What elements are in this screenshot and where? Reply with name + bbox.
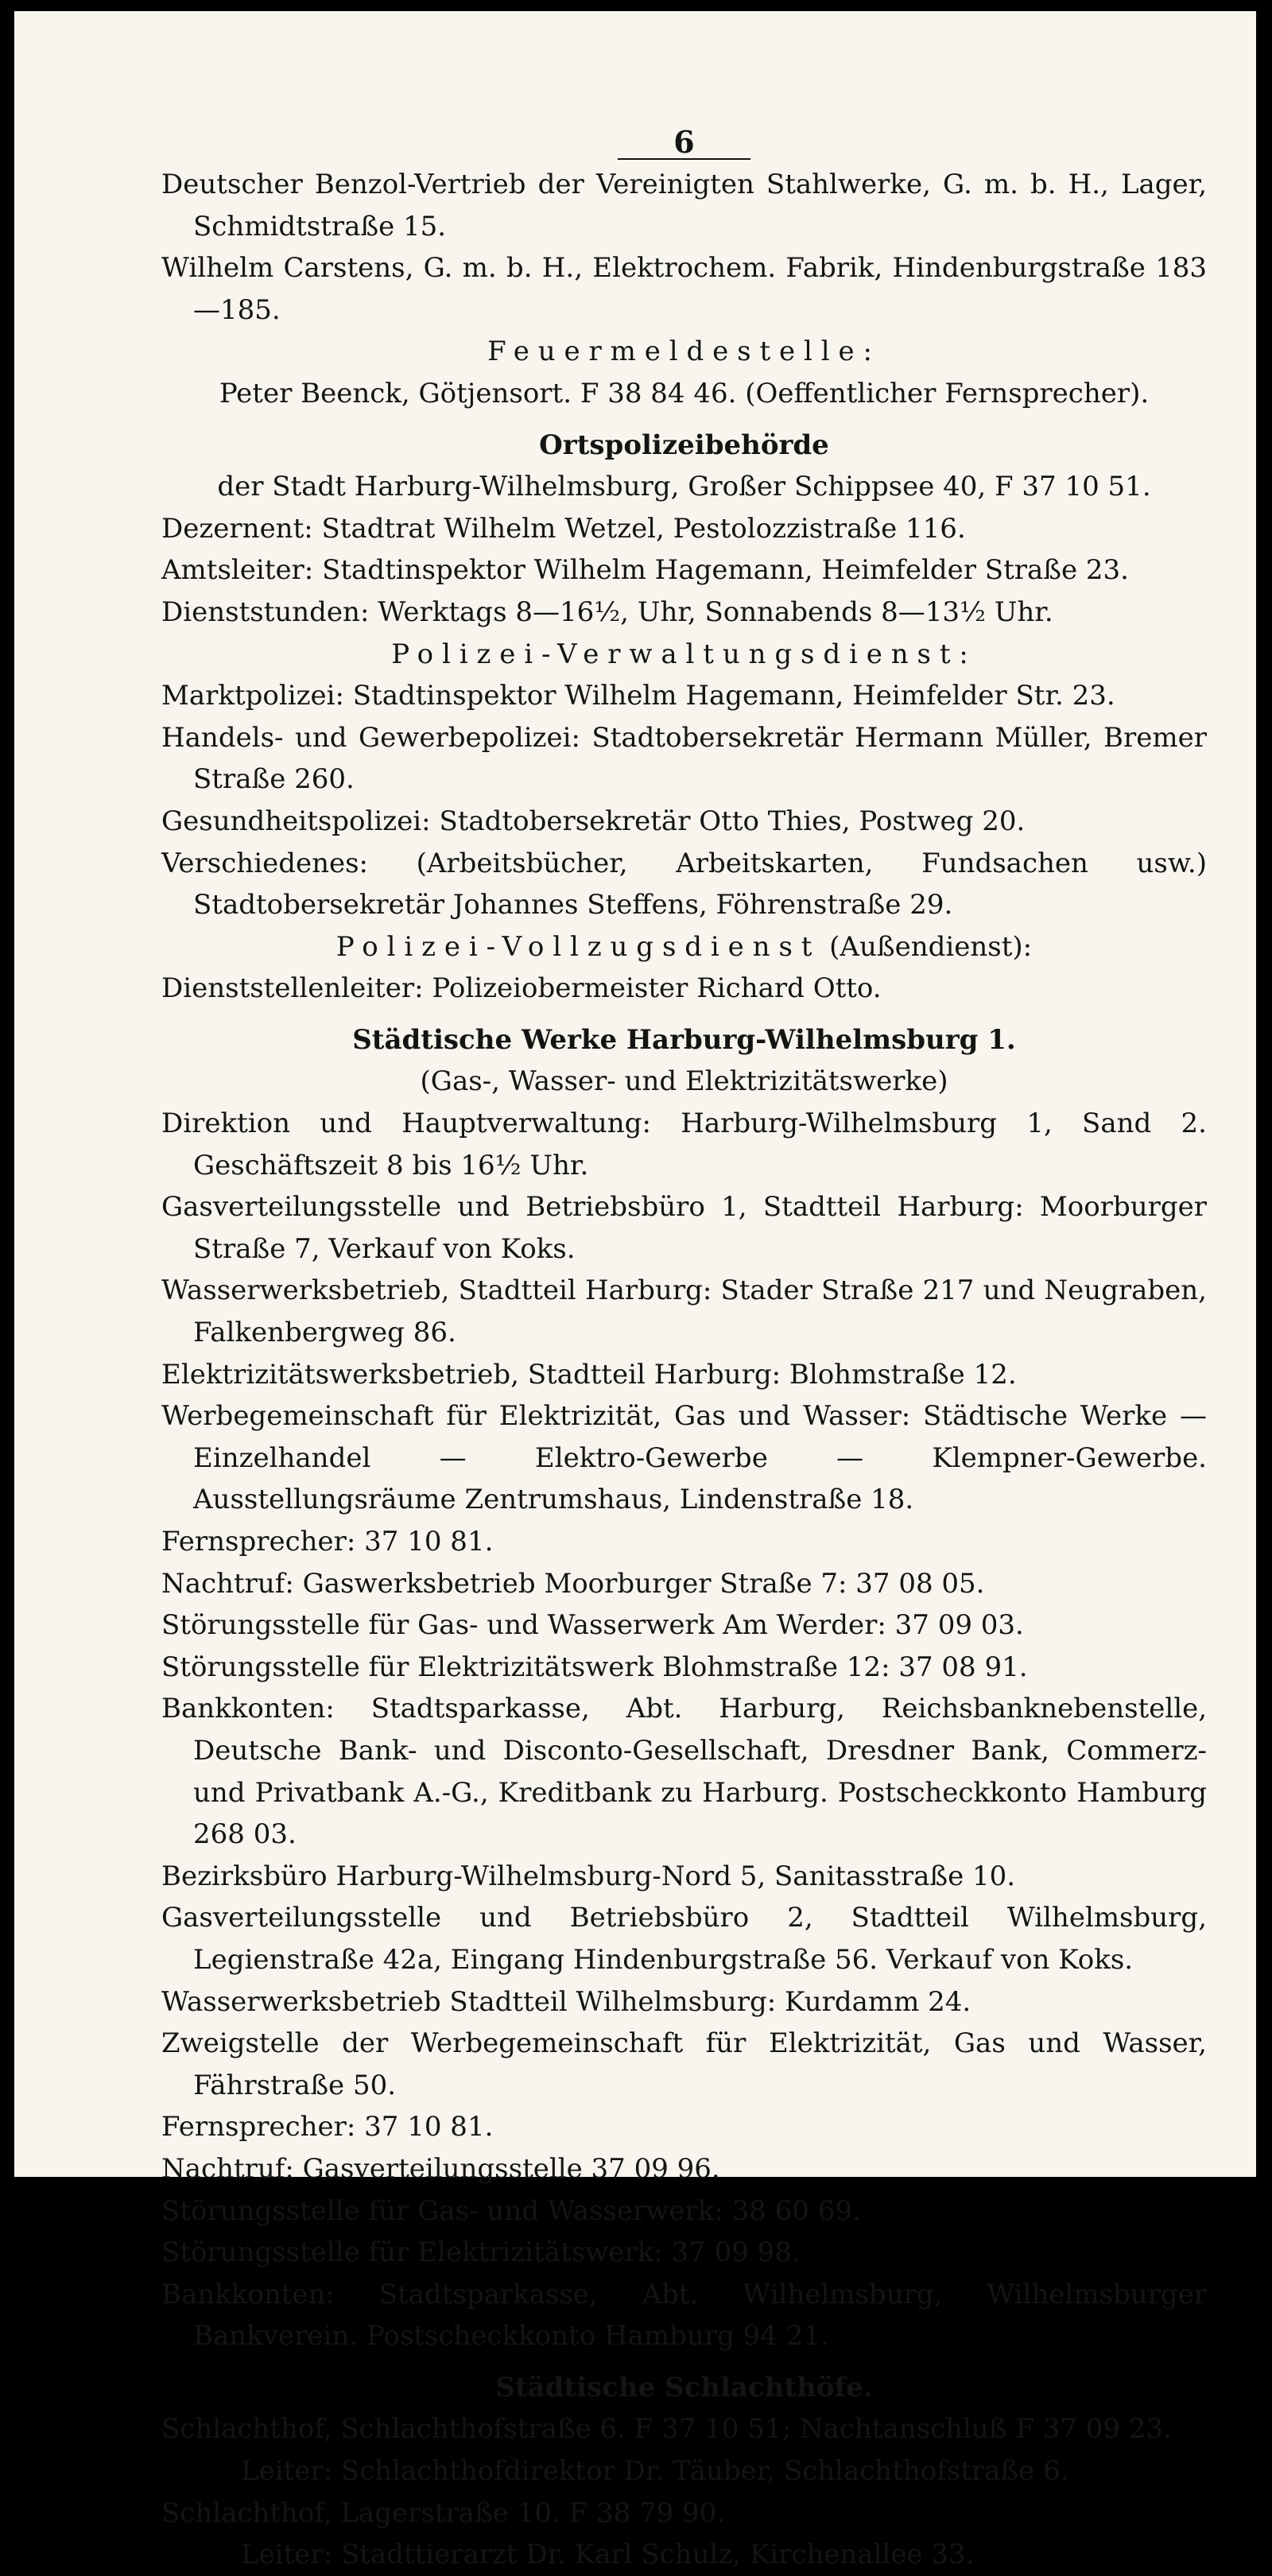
entry-stadt-address: der Stadt Harburg-Wilhelmsburg, Großer Schippsee 40, F 37 10 51. bbox=[217, 471, 1151, 503]
heading-schlachthoefe: Städtische Schlachthöfe. bbox=[495, 2371, 873, 2403]
entry-fernsprecher-2: Fernsprecher: 37 10 81. bbox=[161, 2111, 494, 2143]
entry-direktion: Direktion und Hauptverwaltung: Harburg-Wilhelmsburg 1, Sand 2. Geschäftszeit 8 bis 16½ Uhr. bbox=[161, 1108, 1207, 1181]
page-number: 6 bbox=[161, 122, 1207, 162]
vollzugsdienst-extra: (Außendienst): bbox=[820, 930, 1033, 963]
entry-verschiedenes: Verschiedenes: (Arbeitsbücher, Arbeitskarten, Fundsachen usw.) Stadtobersekretär Johannes Steffens, Föhrenstraße 29. bbox=[161, 847, 1207, 921]
entry-fernsprecher-1: Fernsprecher: 37 10 81. bbox=[161, 1526, 494, 1558]
entry-schlachthof-2: Schlachthof, Lagerstraße 10. F 38 79 90. bbox=[161, 2496, 726, 2529]
entry-amtsleiter: Amtsleiter: Stadtinspektor Wilhelm Hagemann, Heimfelder Straße 23. bbox=[161, 554, 1129, 587]
entry-stoerung-gas-1: Störungsstelle für Gas- und Wasserwerk Am Werder: 37 09 03. bbox=[161, 1609, 1024, 1642]
entry-stoerung-elektro-1: Störungsstelle für Elektrizitätswerk Blohmstraße 12: 37 08 91. bbox=[161, 1651, 1028, 1683]
heading-staedtische-werke: Städtische Werke Harburg-Wilhelmsburg 1. bbox=[352, 1023, 1016, 1056]
entry-stoerung-gas-2: Störungsstelle für Gas- und Wasserwerk: 38 60 69. bbox=[161, 2194, 861, 2227]
entry-gewerbepolizei: Handels- und Gewerbepolizei: Stadtobersekretär Hermann Müller, Bremer Straße 260. bbox=[161, 721, 1207, 796]
entry-marktpolizei: Marktpolizei: Stadtinspektor Wilhelm Hagemann, Heimfelder Str. 23. bbox=[161, 680, 1115, 712]
entry-dienststellenleiter: Dienststellenleiter: Polizeiobermeister Richard Otto. bbox=[161, 972, 882, 1005]
entry-elektrizitaetswerk: Elektrizitätswerksbetrieb, Stadtteil Harburg: Blohmstraße 12. bbox=[161, 1358, 1017, 1391]
entry-carstens: Wilhelm Carstens, G. m. b. H., Elektrochem. Fabrik, Hindenburgstraße 183—185. bbox=[161, 252, 1207, 326]
entry-wasserwerk-harburg: Wasserwerksbetrieb, Stadtteil Harburg: Stader Straße 217 und Neugraben, Falkenbergweg 86. bbox=[161, 1274, 1207, 1349]
entry-bankkonten-2: Bankkonten: Stadtsparkasse, Abt. Wilhelmsburg, Wilhelmsburger Bankverein. Postscheckkonto Hamburg 94 21. bbox=[161, 2278, 1207, 2353]
section-verwaltungsdienst: Polizei-Verwaltungsdienst: bbox=[391, 638, 977, 670]
entry-stoerung-elektro-2: Störungsstelle für Elektrizitätswerk: 37 09 98. bbox=[161, 2237, 801, 2269]
entry-wasserwerk-wilhelmsburg: Wasserwerksbetrieb Stadtteil Wilhelmsburg: Kurdamm 24. bbox=[161, 1985, 971, 2018]
vollzugsdienst-label: Polizei-Vollzugsdienst bbox=[335, 930, 821, 963]
page-content bbox=[161, 122, 1207, 2576]
subheading-werke: (Gas-, Wasser- und Elektrizitätswerke) bbox=[420, 1065, 948, 1098]
section-vollzugsdienst bbox=[161, 926, 1207, 968]
entry-gasverteilung-2: Gasverteilungsstelle und Betriebsbüro 2, Stadtteil Wilhelmsburg, Legienstraße 42a, Eingang Hindenburgstraße 56. Verkauf von Koks. bbox=[161, 1902, 1207, 1976]
entry-nachtruf-2: Nachtruf: Gasverteilungsstelle 37 09 96. bbox=[161, 2152, 720, 2185]
entry-dezernent: Dezernent: Stadtrat Wilhelm Wetzel, Pestolozzistraße 116. bbox=[161, 512, 966, 545]
entry-beenck: Peter Beenck, Götjensort. F 38 84 46. (Oeffentlicher Fernsprecher). bbox=[219, 377, 1150, 409]
entry-bankkonten-1: Bankkonten: Stadtsparkasse, Abt. Harburg, Reichsbanknebenstelle, Deutsche Bank- und Disconto-Gesellschaft, Dresdner Bank, Commerz- und Privatbank A.-G., Kreditbank zu Harburg. Postscheckkonto Hamburg 268 03. bbox=[161, 1693, 1207, 1851]
entry-nachtruf-1: Nachtruf: Gaswerksbetrieb Moorburger Straße 7: 37 08 05. bbox=[161, 1567, 985, 1600]
entry-gesundheitspolizei: Gesundheitspolizei: Stadtobersekretär Otto Thies, Postweg 20. bbox=[161, 805, 1026, 837]
entry-leiter-2: Leiter: Stadttierarzt Dr. Karl Schulz, Kirchenallee 33. bbox=[241, 2539, 975, 2571]
entry-bezirksbuero: Bezirksbüro Harburg-Wilhelmsburg-Nord 5, Sanitasstraße 10. bbox=[161, 1860, 1016, 1892]
section-feuermeldestelle: Feuermeldestelle: bbox=[487, 336, 881, 368]
entry-dienststunden: Dienststunden: Werktags 8—16½, Uhr, Sonnabends 8—13½ Uhr. bbox=[161, 596, 1053, 628]
entry-gasverteilung-1: Gasverteilungsstelle und Betriebsbüro 1, Stadtteil Harburg: Moorburger Straße 7, Verkauf von Koks. bbox=[161, 1191, 1207, 1265]
entry-schlachthof-1: Schlachthof, Schlachthofstraße 6. F 37 10 51; Nachtanschluß F 37 09 23. bbox=[161, 2413, 1172, 2446]
entry-benzol-vertrieb: Deutscher Benzol-Vertrieb der Vereinigten Stahlwerke, G. m. b. H., Lager, Schmidtstraße 15. bbox=[161, 169, 1207, 242]
entry-leiter-1: Leiter: Schlachthofdirektor Dr. Täuber, Schlachthofstraße 6. bbox=[241, 2455, 1069, 2488]
entry-werbegemeinschaft: Werbegemeinschaft für Elektrizität, Gas und Wasser: Städtische Werke — Einzelhandel — Elektro-Gewerbe — Klempner-Gewerbe. Ausstellungsräume Zentrumshaus, Lindenstraße 18. bbox=[161, 1400, 1207, 1516]
heading-ortspolizeibehoerde: Ortspolizeibehörde bbox=[539, 429, 829, 461]
entry-zweigstelle: Zweigstelle der Werbegemeinschaft für Elektrizität, Gas und Wasser, Fährstraße 50. bbox=[161, 2027, 1207, 2101]
document-page bbox=[14, 11, 1256, 2571]
